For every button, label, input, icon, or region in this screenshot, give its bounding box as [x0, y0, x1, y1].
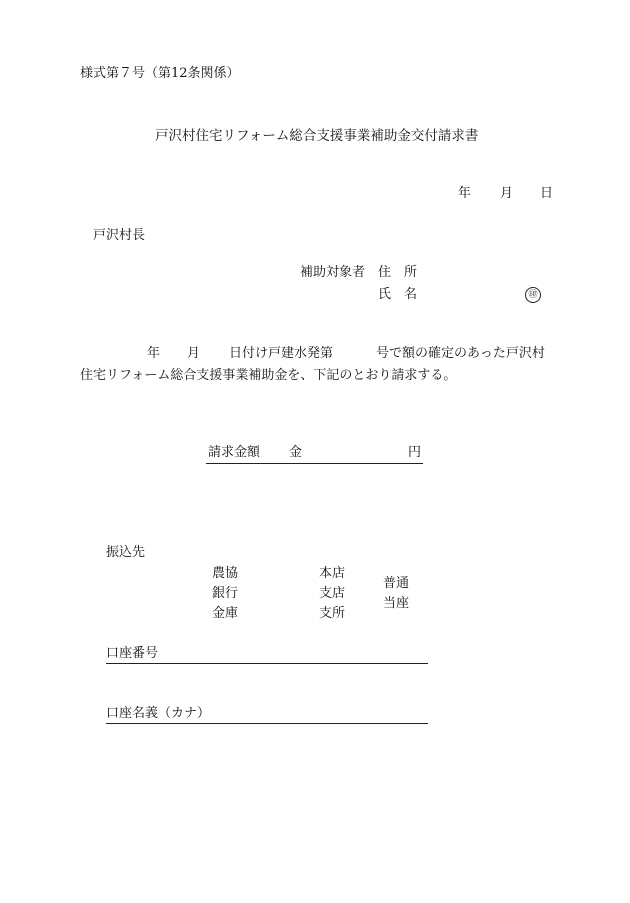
address-label: 住 所	[378, 265, 418, 280]
seal-mark: ㊞	[525, 287, 541, 303]
amount-underline	[206, 463, 423, 464]
body-notice: 日付け戸建水発第	[229, 346, 334, 361]
account-type-ordinary: 普通	[383, 576, 410, 591]
institution-type-nokyo: 農協	[212, 566, 239, 581]
recipient: 戸沢村長	[93, 228, 146, 243]
institution-type-kinko: 金庫	[212, 606, 239, 621]
body-rest: 号で額の確定のあった戸沢村	[376, 346, 545, 361]
account-number-label: 口座番号	[106, 646, 159, 661]
branch-type-office: 支所	[319, 606, 346, 621]
document-title: 戸沢村住宅リフォーム総合支援事業補助金交付請求書	[155, 128, 479, 144]
branch-type-main: 本店	[319, 566, 346, 581]
account-name-label: 口座名義（カナ）	[106, 706, 211, 721]
body-month: 月	[187, 346, 201, 361]
amount-unit: 円	[408, 445, 422, 460]
transfer-label: 振込先	[106, 545, 146, 560]
date-year-label: 年	[458, 186, 472, 201]
name-label: 氏 名	[378, 287, 418, 302]
account-name-underline	[106, 723, 428, 724]
date-month-label: 月	[500, 186, 514, 201]
date-day-label: 日	[540, 186, 554, 201]
account-type-current: 当座	[383, 596, 410, 611]
institution-type-bank: 銀行	[212, 586, 239, 601]
account-number-underline	[106, 663, 428, 664]
body-line2: 住宅リフォーム総合支援事業補助金を、下記のとおり請求する。	[80, 368, 457, 383]
body-year: 年	[147, 346, 161, 361]
form-number: 様式第７号（第12条関係）	[80, 66, 240, 81]
branch-type-branch: 支店	[319, 586, 346, 601]
amount-label: 請求金額	[208, 445, 261, 460]
applicant-label: 補助対象者	[300, 265, 366, 280]
amount-prefix: 金	[289, 445, 303, 460]
